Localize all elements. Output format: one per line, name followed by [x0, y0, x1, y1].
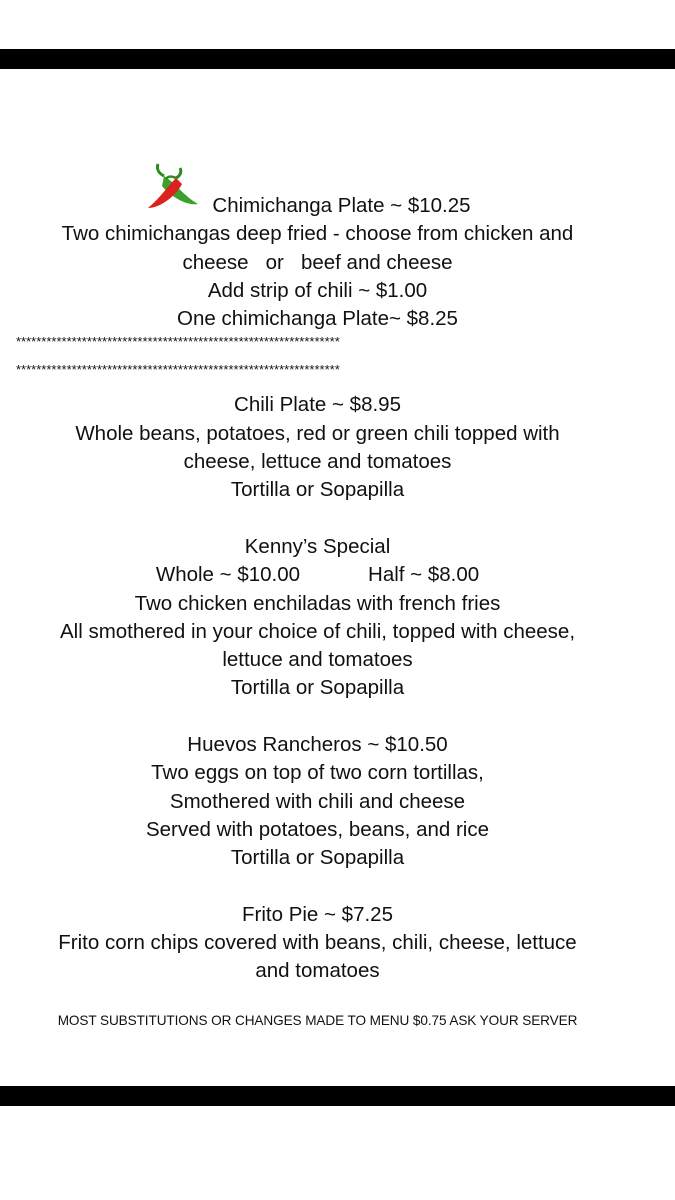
- huevos-desc-1: Two eggs on top of two corn tortillas,: [151, 761, 484, 785]
- chili-pepper-icon: [142, 160, 200, 214]
- menu-content: [0, 192, 635, 986]
- kennys-special-side: Tortilla or Sopapilla: [230, 676, 405, 700]
- kennys-special-title: Kenny’s Special: [244, 534, 391, 558]
- top-bar: [0, 49, 675, 69]
- chili-plate-side: Tortilla or Sopapilla: [230, 478, 405, 502]
- substitution-note: MOST SUBSTITUTIONS OR CHANGES MADE TO MENU $0.75 ASK YOUR SERVER: [57, 1013, 578, 1028]
- kennys-special-desc-3: lettuce and tomatoes: [222, 648, 413, 672]
- bottom-bar: [0, 1086, 675, 1106]
- chimichanga-title-text: Chimichanga Plate ~ $10.25: [212, 194, 471, 217]
- kennys-special-prices: [0, 561, 635, 589]
- chimichanga-addon: Add strip of chili ~ $1.00: [207, 278, 428, 302]
- kennys-half-price: Half ~ $8.00: [368, 563, 480, 587]
- huevos-desc-3: Served with potatoes, beans, and rice: [145, 817, 489, 841]
- chili-plate-desc-1: Whole beans, potatoes, red or green chili topped with: [75, 421, 560, 445]
- huevos-title: Huevos Rancheros ~ $10.50: [187, 733, 448, 757]
- chimichanga-single: One chimichanga Plate~ $8.25: [177, 307, 458, 331]
- menu-item-chimichanga-title: [0, 192, 635, 220]
- chimichanga-desc-2: cheese or beef and cheese: [182, 250, 453, 274]
- frito-pie-title: Frito Pie ~ $7.25: [242, 902, 393, 926]
- huevos-desc-2: Smothered with chili and cheese: [169, 789, 466, 813]
- kennys-whole-price: Whole ~ $10.00: [155, 563, 301, 587]
- kennys-special-desc-1: Two chicken enchiladas with french fries: [134, 591, 501, 615]
- chimichanga-desc-1: Two chimichangas deep fried - choose from chicken and: [61, 222, 574, 246]
- frito-pie-desc-2: and tomatoes: [255, 959, 380, 983]
- chili-plate-title: Chili Plate ~ $8.95: [234, 393, 401, 417]
- separator-1: ****************************************************************: [16, 335, 340, 350]
- chili-plate-desc-2: cheese, lettuce and tomatoes: [183, 450, 452, 474]
- separator-2: ****************************************************************: [16, 363, 340, 378]
- frito-pie-desc-1: Frito corn chips covered with beans, chili, cheese, lettuce: [58, 931, 577, 955]
- huevos-side: Tortilla or Sopapilla: [230, 846, 405, 870]
- kennys-special-desc-2: All smothered in your choice of chili, topped with cheese,: [59, 619, 576, 643]
